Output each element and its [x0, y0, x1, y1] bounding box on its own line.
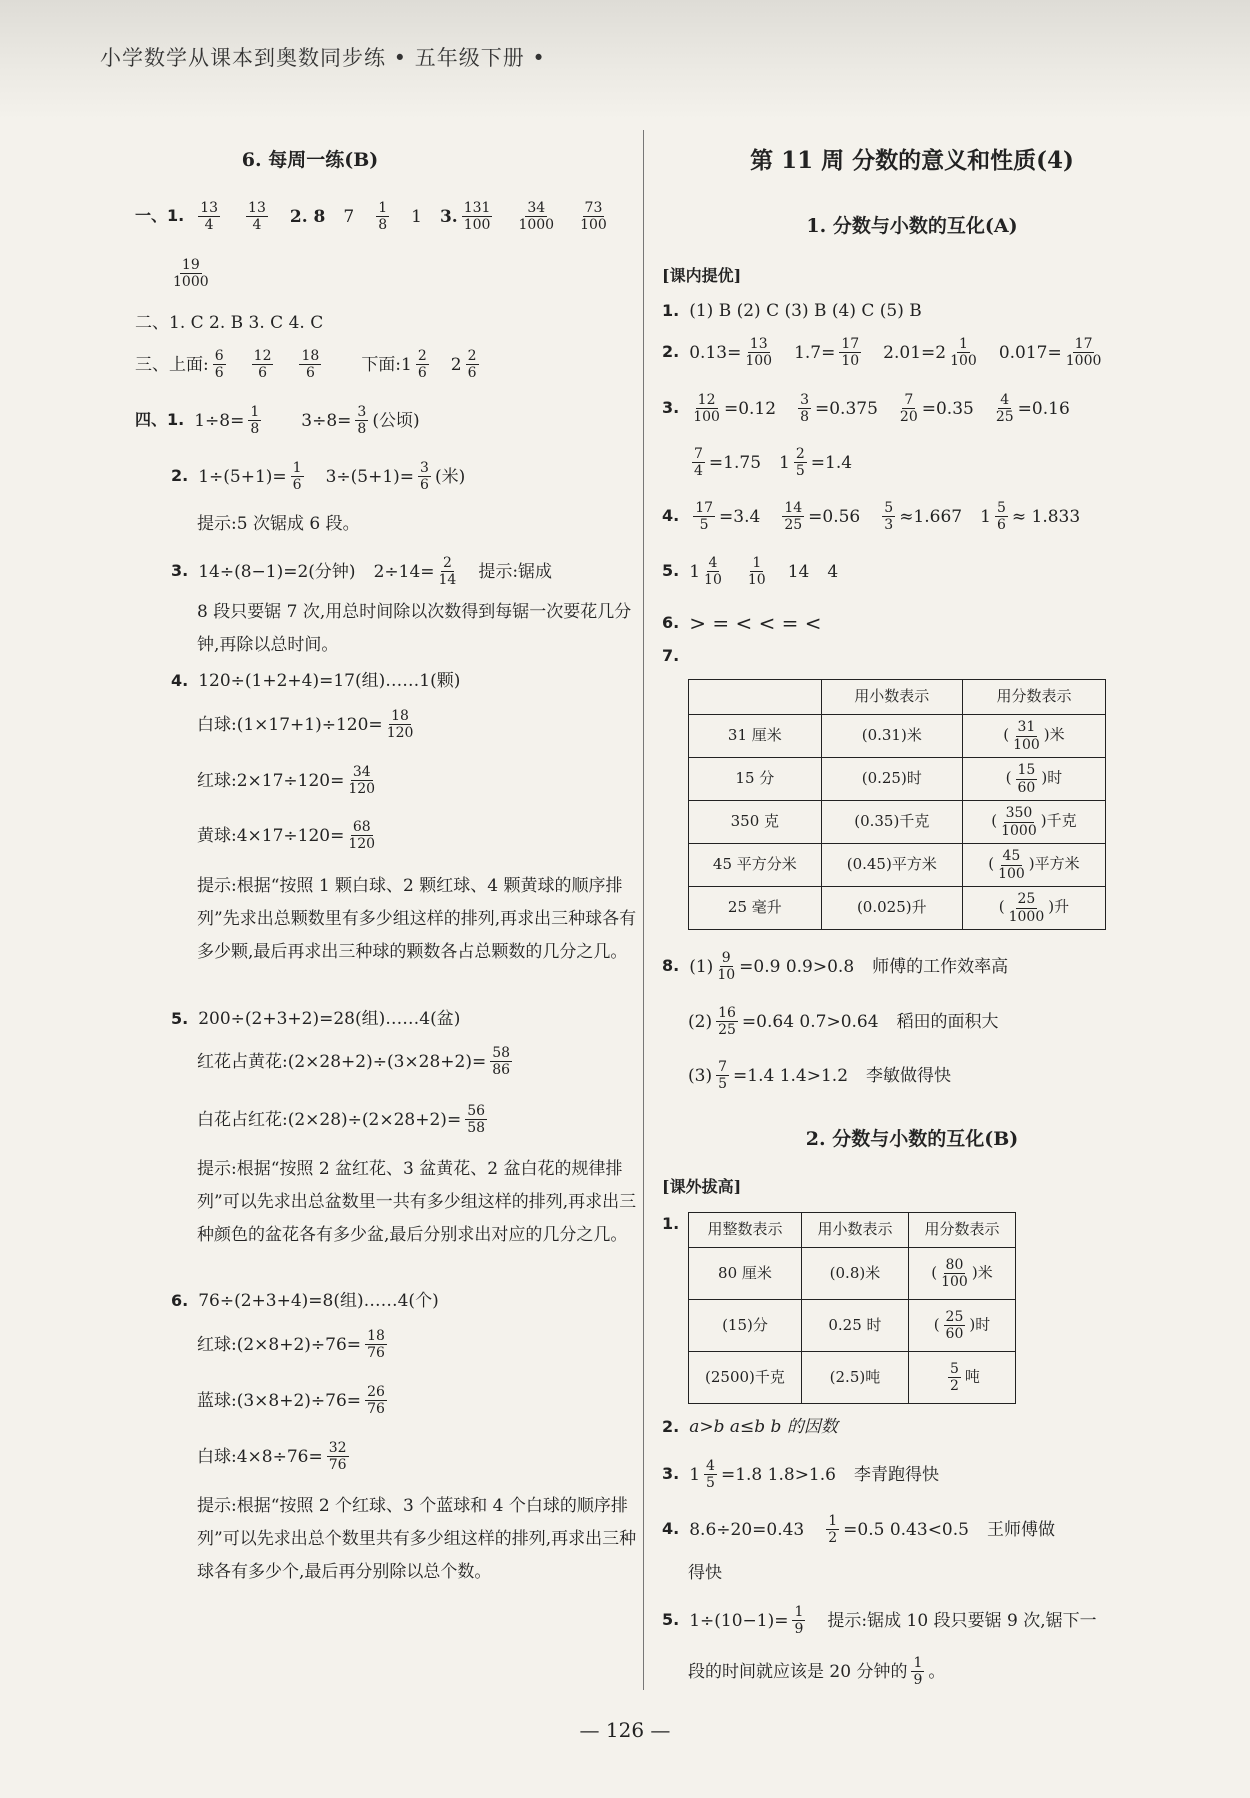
r-answer-3-cont: $\frac{7}{4}$ =1.75 1 $\frac{2}{5}$ =1.4: [694, 446, 853, 480]
table-row: (2500)千克 (2.5)吨 $\frac{5}{2}$ 吨: [689, 1352, 1016, 1404]
s-answer-1: 1.: [662, 1214, 680, 1233]
page-number: — 126 —: [579, 1718, 671, 1742]
answer-4-5-white: 白花占红花:(2×28)÷(2×28+2)= $\frac{56}{58}$: [197, 1103, 486, 1137]
answer-2: 二、1. C 2. B 3. C 4. C: [135, 313, 324, 333]
answer-4-2: 2. 1÷(5+1)= $\frac{1}{6}$ 3÷(5+1)= $\frac{3}{6}$ (米): [171, 460, 466, 494]
table-row: 31 厘米 (0.31)米 ( $\frac{31}{100}$ )米: [689, 715, 1106, 758]
section-title-b: 2. 分数与小数的互化(B): [805, 1128, 1019, 1150]
table-row: 350 克 (0.35)千克 ( $\frac{350}{1000}$ )千克: [689, 801, 1106, 844]
r-answer-8-3: (3) $\frac{7}{5}$ =1.4 1.4>1.2 李敏做得快: [688, 1059, 952, 1093]
answer-4-5-red: 红花占黄花:(2×28+2)÷(3×28+2)= $\frac{58}{86}$: [197, 1045, 511, 1079]
answer-4-4-white: 白球:(1×17+1)÷120= $\frac{18}{120}$: [197, 708, 414, 742]
s-answer-4-cont: 得快: [688, 1563, 722, 1583]
answer-1-cont: $\frac{19}{1000}$: [173, 257, 209, 291]
section-title-weekly-b: 6. 每周一练(B): [241, 149, 379, 171]
s-answer-3: 3. 1 $\frac{4}{5}$ =1.8 1.8>1.6 李青跑得快: [662, 1458, 939, 1492]
tag-extension: [课外拔高]: [662, 1177, 742, 1196]
r-answer-8-1: 8. (1) $\frac{9}{10}$ =0.9 0.9>0.8 师傅的工作效率高: [662, 950, 1009, 984]
table-header-row: 用整数表示 用小数表示 用分数表示: [689, 1213, 1016, 1248]
r-answer-5: 5. 1 $\frac{4}{10}$ $\frac{1}{10}$ 14 4: [662, 555, 839, 589]
r-answer-1: 1. (1) B (2) C (3) B (4) C (5) B: [662, 300, 922, 321]
table-row: 45 平方分米 (0.45)平方米 ( $\frac{45}{100}$ )平方米: [689, 844, 1106, 887]
hint-4-4: 提示:根据“按照 1 颗白球、2 颗红球、4 颗黄球的顺序排列”先求出总颗数里有多少组这样的排列,再求出三种球各有多少颗,最后再求出三种球的颗数各占总颗数的几分之几。: [197, 876, 637, 962]
answer-4-6-blue: 蓝球:(3×8+2)÷76= $\frac{26}{76}$: [197, 1384, 385, 1418]
answer-4-4: 4. 120÷(1+2+4)=17(组)……1(颗): [171, 670, 461, 691]
s-answer-2: 2. a>b a≤b b 的因数: [662, 1416, 838, 1437]
table-header-row: 用小数表示 用分数表示: [689, 680, 1106, 715]
r-answer-4: 4. $\frac{17}{5}$ =3.4 $\frac{14}{25}$ =0.56 $\frac{5}{3}$ ≈1.667 1 $\frac{5}{6}$ ≈ 1.833: [662, 500, 1081, 534]
section-title-a: 1. 分数与小数的互化(A): [806, 215, 1018, 237]
table-row: 80 厘米 (0.8)米 ( $\frac{80}{100}$ )米: [689, 1248, 1016, 1300]
table-row: 15 分 (0.25)时 ( $\frac{15}{60}$ )时: [689, 758, 1106, 801]
r-answer-6: 6. > = < < = <: [662, 611, 822, 635]
r-answer-7: 7.: [662, 646, 680, 665]
answer-3: 三、上面: $\frac{6}{6}$ $\frac{12}{6}$ $\frac{18}{6}$ 下面:1 $\frac{2}{6}$ 2 $\frac{2}{6}$: [135, 348, 477, 382]
answer-4-5: 5. 200÷(2+3+2)=28(组)……4(盆): [171, 1008, 461, 1029]
answer-4-4-red: 红球:2×17÷120= $\frac{34}{120}$: [197, 764, 376, 798]
r-answer-2: 2. 0.13= $\frac{13}{100}$ 1.7= $\frac{17}{10}$ 2.01=2 $\frac{1}{100}$ 0.017= $\frac{17}{1000}$: [662, 336, 1102, 370]
s-answer-5: 5. 1÷(10−1)= $\frac{1}{9}$ 提示:锯成 10 段只要锯 9 次,锯下一: [662, 1604, 1097, 1638]
hint-4-2: 提示:5 次锯成 6 段。: [197, 514, 360, 534]
s-answer-4: 4. 8.6÷20=0.43 $\frac{1}{2}$ =0.5 0.43<0.5 王师傅做: [662, 1513, 1055, 1547]
column-divider: [643, 130, 644, 1690]
answer-1: 一、1. $\frac{13}{4}$ $\frac{13}{4}$ 2. 8 7 $\frac{1}{8}$ 1 3. $\frac{131}{100}$ $\frac{34}{1000}$ $\frac{73}{100}$: [135, 200, 607, 234]
book-title: 小学数学从课本到奥数同步练 • 五年级下册 •: [100, 46, 546, 70]
answer-4-6-white: 白球:4×8÷76= $\frac{32}{76}$: [197, 1440, 347, 1474]
answer-4-6-red: 红球:(2×8+2)÷76= $\frac{18}{76}$: [197, 1328, 385, 1362]
hint-4-5: 提示:根据“按照 2 盆红花、3 盆黄花、2 盆白花的规律排列”可以先求出总盆数里一共有多少组这样的排列,再求出三种颜色的盆花各有多少盆,最后分别求出对应的几分之几。: [197, 1159, 637, 1245]
answer-4-6: 6. 76÷(2+3+4)=8(组)……4(个): [171, 1290, 439, 1311]
s-answer-5-cont: 段的时间就应该是 20 分钟的 $\frac{1}{9}$ 。: [688, 1655, 946, 1689]
answer-4-1: 四、1. 1÷8= $\frac{1}{8}$ 3÷8= $\frac{3}{8}$ (公顷): [135, 404, 420, 438]
hint-4-3: 8 段只要锯 7 次,用总时间除以次数得到每锯一次要花几分钟,再除以总时间。: [197, 602, 632, 655]
table-row: 25 毫升 (0.025)升 ( $\frac{25}{1000}$ )升: [689, 887, 1106, 930]
tag-in-class: [课内提优]: [662, 266, 742, 285]
hint-4-6: 提示:根据“按照 2 个红球、3 个蓝球和 4 个白球的顺序排列”可以先求出总个数里共有多少组这样的排列,再求出三种球各有多少个,最后再分别除以总个数。: [197, 1496, 637, 1582]
answer-4-3: 3. 14÷(8−1)=2(分钟) 2÷14= $\frac{2}{14}$ 提示:锯成: [171, 555, 553, 589]
r-answer-8-2: (2) $\frac{16}{25}$ =0.64 0.7>0.64 稻田的面积大: [688, 1005, 999, 1039]
table-unit-conversion: [688, 679, 1106, 930]
table-row: (15)分 0.25 时 ( $\frac{25}{60}$ )时: [689, 1300, 1016, 1352]
answer-4-4-yellow: 黄球:4×17÷120= $\frac{68}{120}$: [197, 819, 376, 853]
r-answer-3: 3. $\frac{12}{100}$ =0.12 $\frac{3}{8}$ =0.375 $\frac{7}{20}$ =0.35 $\frac{4}{25}$ =0.16: [662, 392, 1070, 426]
table-unit-conversion-b: [688, 1212, 1016, 1404]
week-title: 第 11 周 分数的意义和性质(4): [750, 147, 1074, 174]
